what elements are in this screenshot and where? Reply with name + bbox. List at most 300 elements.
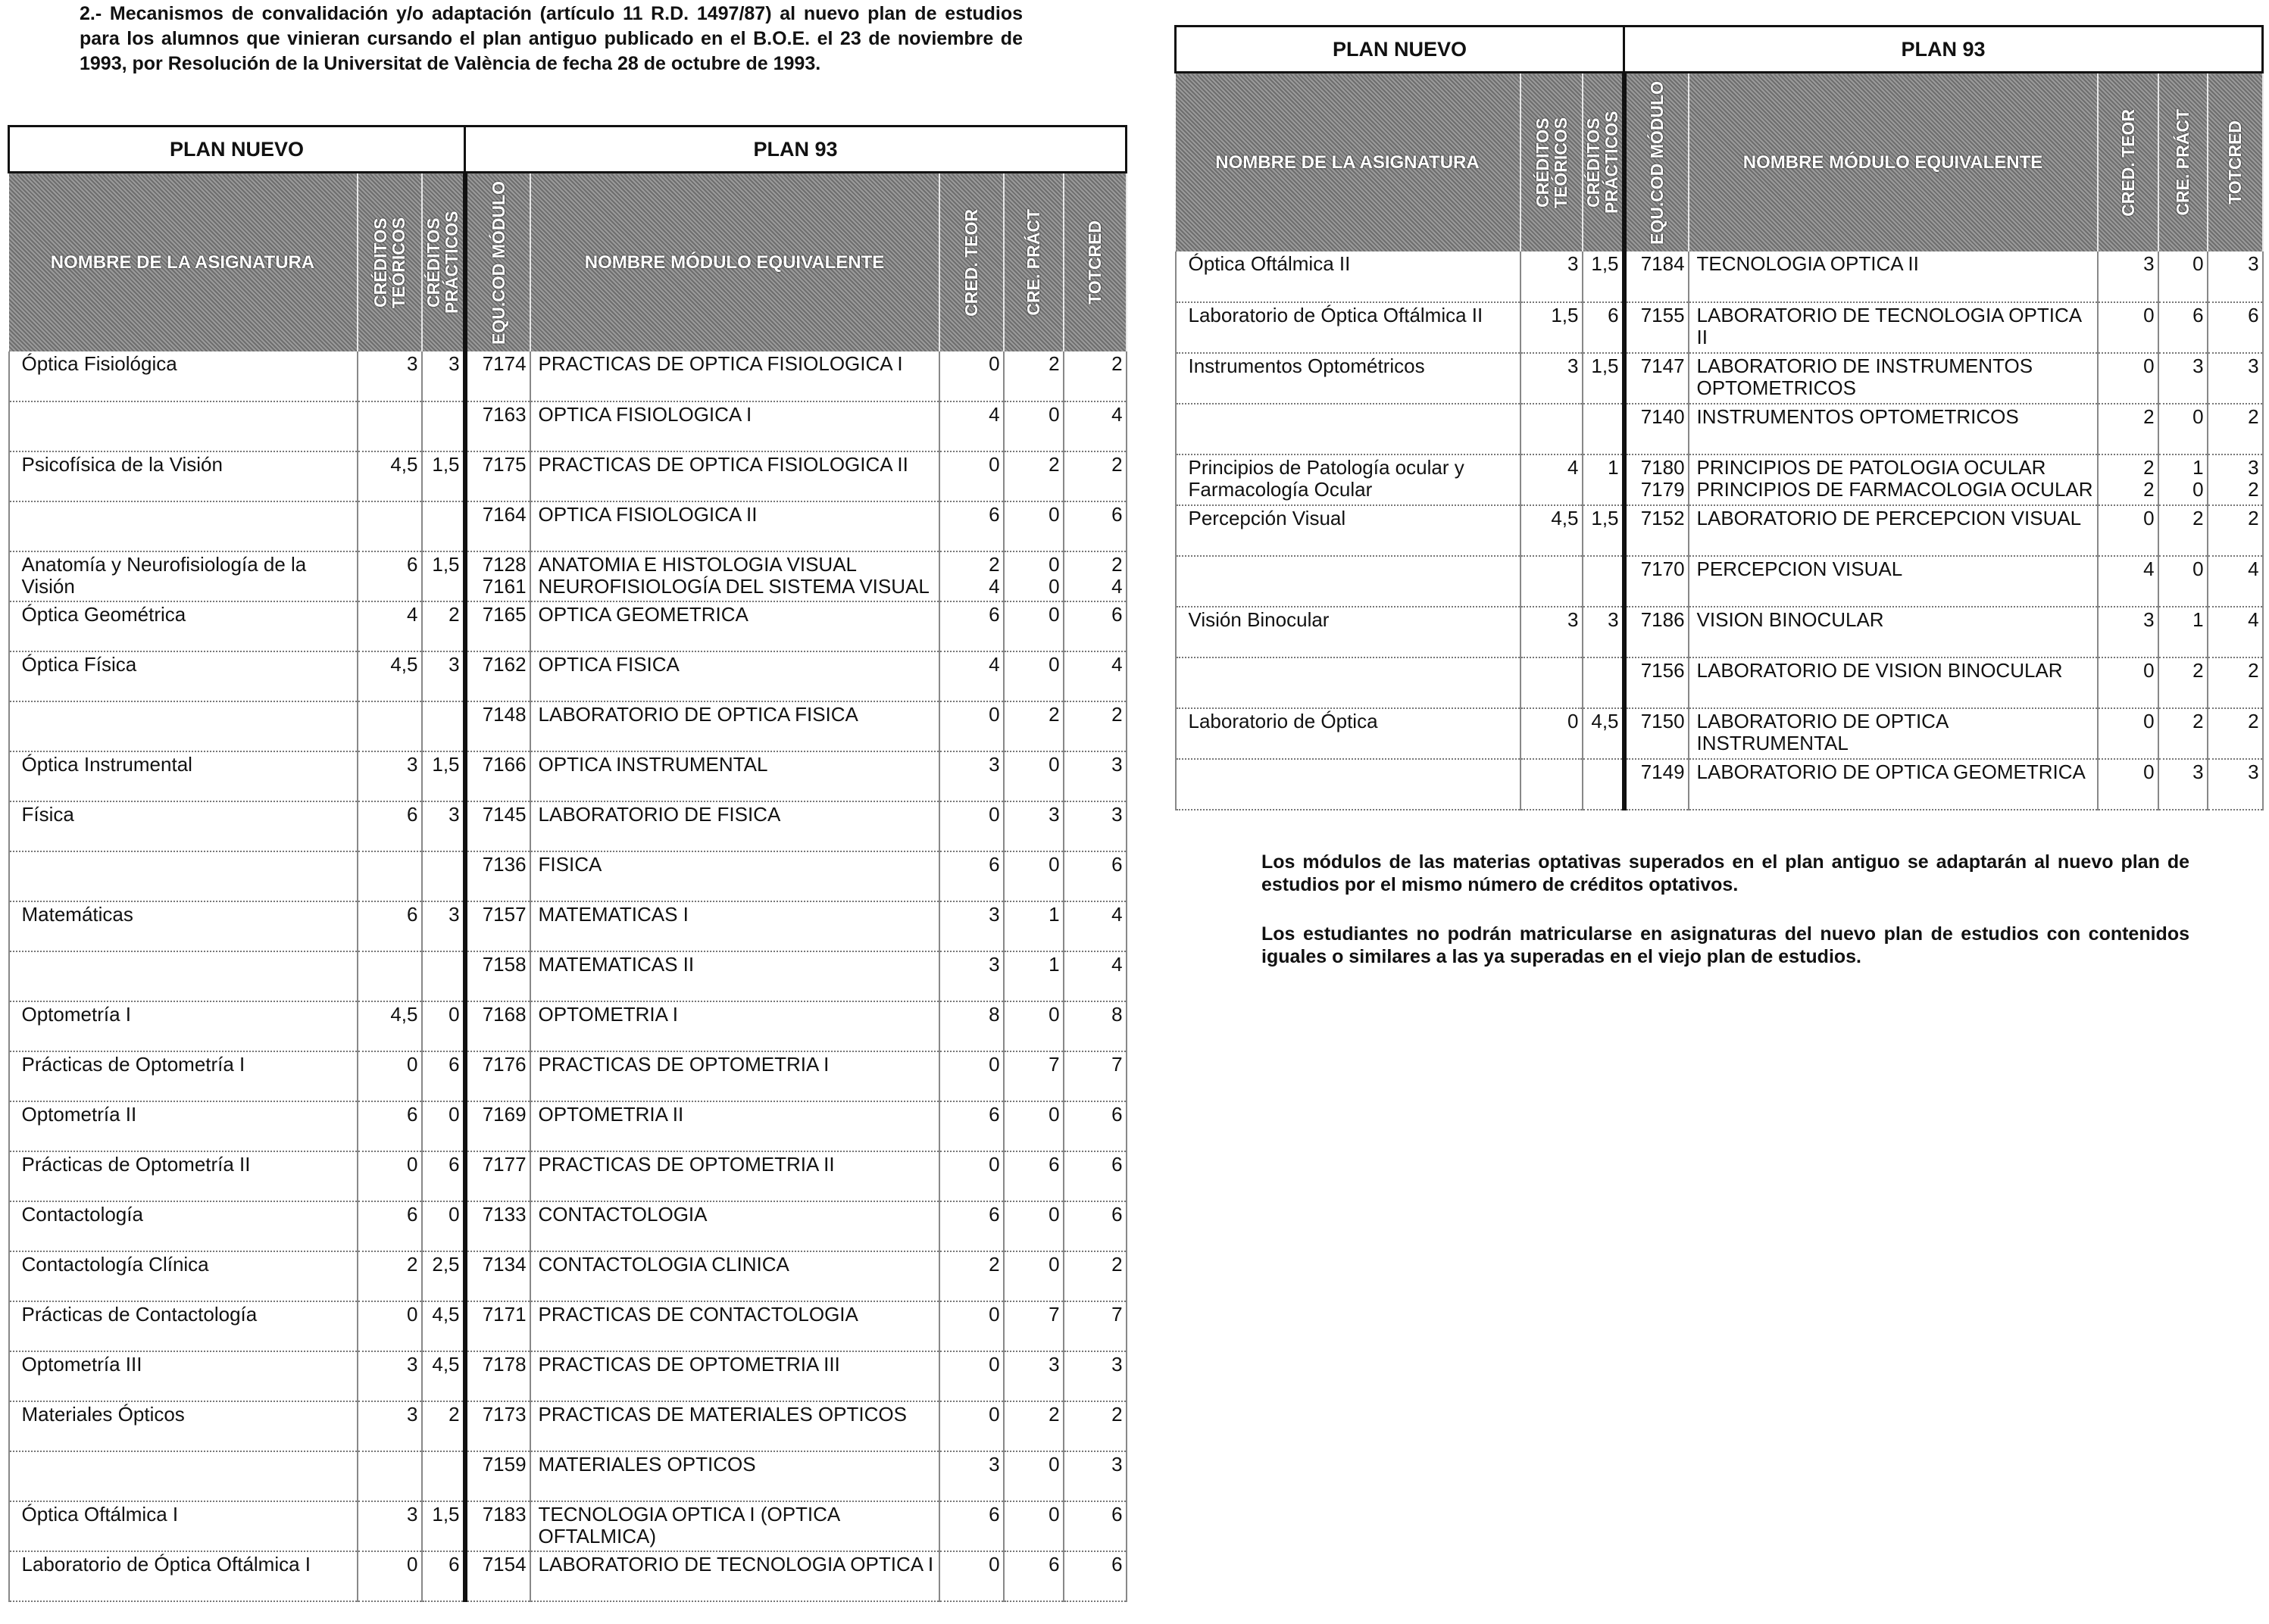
table-row	[9, 1301, 1127, 1351]
cell-totcred: 2	[2208, 404, 2263, 454]
cell-cred-teor: 0	[939, 351, 1004, 401]
cell-cre-pract: 6	[1004, 1151, 1064, 1201]
plan-93-header: PLAN 93	[465, 126, 1127, 173]
cell-cred-teor: 6	[939, 1201, 1004, 1251]
cell-module-name: PRACTICAS DE OPTICA FISIOLOGICA II	[530, 451, 939, 501]
cell-module-name: PRACTICAS DE OPTOMETRIA II	[530, 1151, 939, 1201]
plan-93-header: PLAN 93	[1624, 27, 2263, 73]
cell-creditos-teoricos: 0	[358, 1151, 422, 1201]
cell-cred-teor: 0	[2098, 759, 2158, 810]
cell-cre-pract: 2	[2158, 657, 2208, 708]
cell-cre-pract: 6	[1004, 1551, 1064, 1601]
cell-subject-name	[9, 501, 358, 551]
cell-module-code: 7175	[465, 451, 530, 501]
cell-cred-teor: 4	[2098, 556, 2158, 607]
cell-creditos-practicos	[422, 701, 465, 751]
cell-cred-teor: 0	[939, 1351, 1004, 1401]
cell-module-code: 7149	[1624, 759, 1689, 810]
cell-creditos-practicos: 0	[422, 1101, 465, 1151]
cell-module-name: MATERIALES OPTICOS	[530, 1451, 939, 1501]
cell-creditos-practicos	[422, 401, 465, 451]
cell-cred-teor: 6	[939, 851, 1004, 901]
cell-module-name: LABORATORIO DE INSTRUMENTOS OPTOMETRICOS	[1689, 353, 2098, 404]
cell-creditos-practicos	[422, 851, 465, 901]
cell-totcred: 6	[2208, 302, 2263, 353]
cell-cred-teor: 6	[939, 1501, 1004, 1551]
cell-cre-pract: 3	[2158, 353, 2208, 404]
cell-cred-teor: 0	[939, 1301, 1004, 1351]
cell-creditos-teoricos: 3	[1520, 353, 1583, 404]
cell-totcred: 6	[1064, 851, 1127, 901]
cell-totcred: 3	[2208, 251, 2263, 302]
cell-creditos-teoricos	[358, 1451, 422, 1501]
col-cre-pract: CRE. PRÁCT	[1004, 173, 1064, 352]
cell-totcred: 3	[1064, 801, 1127, 851]
cell-totcred: 3	[1064, 1351, 1127, 1401]
cell-module-name: TECNOLOGIA OPTICA I (OPTICA OFTALMICA)	[530, 1501, 939, 1551]
cell-cred-teor: 0	[939, 1151, 1004, 1201]
table-row	[9, 451, 1127, 501]
cell-cre-pract: 0	[2158, 404, 2208, 454]
cell-creditos-practicos	[422, 1451, 465, 1501]
table-row	[1176, 251, 2263, 302]
cell-module-code: 7158	[465, 951, 530, 1001]
cell-cre-pract: 1 0	[2158, 454, 2208, 505]
cell-subject-name: Prácticas de Optometría II	[9, 1151, 358, 1201]
cell-module-code: 7183	[465, 1501, 530, 1551]
table-row	[9, 551, 1127, 601]
cell-cred-teor: 3	[939, 1451, 1004, 1501]
table-row	[9, 651, 1127, 701]
col-nombre-modulo: NOMBRE MÓDULO EQUIVALENTE	[530, 173, 939, 352]
cell-totcred: 6	[1064, 1201, 1127, 1251]
cell-module-code: 7180 7179	[1624, 454, 1689, 505]
cell-module-code: 7166	[465, 751, 530, 801]
cell-totcred: 2	[1064, 701, 1127, 751]
table-row	[1176, 759, 2263, 810]
cell-cre-pract: 0	[1004, 1201, 1064, 1251]
table-row	[1176, 353, 2263, 404]
cell-module-name: LABORATORIO DE OPTICA FISICA	[530, 701, 939, 751]
cell-creditos-teoricos	[1520, 759, 1583, 810]
cell-module-code: 7152	[1624, 505, 1689, 556]
cell-creditos-teoricos: 0	[1520, 708, 1583, 759]
cell-cre-pract: 0	[1004, 1451, 1064, 1501]
cell-module-code: 7170	[1624, 556, 1689, 607]
table-row	[9, 701, 1127, 751]
cell-totcred: 6	[1064, 601, 1127, 651]
cell-creditos-teoricos	[358, 851, 422, 901]
cell-module-name: OPTOMETRIA II	[530, 1101, 939, 1151]
col-creditos-teoricos: CRÉDITOS TEÓRICOS	[1520, 73, 1583, 252]
cell-creditos-teoricos: 3	[1520, 251, 1583, 302]
cell-cre-pract: 3	[1004, 1351, 1064, 1401]
cell-module-name: LABORATORIO DE OPTICA INSTRUMENTAL	[1689, 708, 2098, 759]
cell-module-code: 7162	[465, 651, 530, 701]
cell-module-code: 7145	[465, 801, 530, 851]
cell-module-code: 7177	[465, 1151, 530, 1201]
col-cred-teor: CRED. TEOR	[939, 173, 1004, 352]
cell-subject-name: Óptica Geométrica	[9, 601, 358, 651]
cell-subject-name: Principios de Patología ocular y Farmacología Ocular	[1176, 454, 1520, 505]
cell-creditos-practicos: 1,5	[1583, 353, 1624, 404]
cell-cre-pract: 3	[1004, 801, 1064, 851]
right-equivalence-table	[1174, 25, 2264, 810]
cell-creditos-teoricos: 3	[1520, 607, 1583, 657]
cell-cre-pract: 0	[1004, 1101, 1064, 1151]
col-equ-cod-modulo: EQU.COD MÓDULO	[465, 173, 530, 352]
cell-subject-name: Óptica Oftálmica I	[9, 1501, 358, 1551]
table-row	[1176, 505, 2263, 556]
cell-subject-name: Instrumentos Optométricos	[1176, 353, 1520, 404]
cell-cre-pract: 2	[2158, 708, 2208, 759]
cell-cre-pract: 0	[1004, 401, 1064, 451]
cell-cred-teor: 3	[2098, 607, 2158, 657]
cell-creditos-teoricos	[358, 501, 422, 551]
cell-module-name: FISICA	[530, 851, 939, 901]
col-totcred: TOTCRED	[2208, 73, 2263, 252]
col-creditos-practicos: CRÉDITOS PRÁCTICOS	[422, 173, 465, 352]
cell-cre-pract: 2	[2158, 505, 2208, 556]
cell-creditos-practicos: 6	[422, 1551, 465, 1601]
cell-module-code: 7154	[465, 1551, 530, 1601]
cell-totcred: 6	[1064, 1501, 1127, 1551]
cell-module-name: PRINCIPIOS DE PATOLOGIA OCULAR PRINCIPIOS DE FARMACOLOGIA OCULAR	[1689, 454, 2098, 505]
cell-creditos-teoricos: 3	[358, 751, 422, 801]
cell-cred-teor: 6	[939, 601, 1004, 651]
cell-cred-teor: 0	[2098, 505, 2158, 556]
cell-creditos-practicos: 1,5	[422, 551, 465, 601]
cell-module-name: INSTRUMENTOS OPTOMETRICOS	[1689, 404, 2098, 454]
cell-totcred: 2	[1064, 451, 1127, 501]
table-row	[1176, 657, 2263, 708]
cell-subject-name: Optometría I	[9, 1001, 358, 1051]
cell-creditos-practicos: 0	[422, 1001, 465, 1051]
cell-cred-teor: 6	[939, 1101, 1004, 1151]
table-row	[9, 1151, 1127, 1201]
cell-module-name: LABORATORIO DE TECNOLOGIA OPTICA I	[530, 1551, 939, 1601]
cell-cred-teor: 3	[939, 751, 1004, 801]
cell-creditos-teoricos: 2	[358, 1251, 422, 1301]
cell-module-code: 7128 7161	[465, 551, 530, 601]
cell-cre-pract: 2	[1004, 451, 1064, 501]
cell-module-name: VISION BINOCULAR	[1689, 607, 2098, 657]
table-row	[9, 951, 1127, 1001]
cell-module-name: LABORATORIO DE OPTICA GEOMETRICA	[1689, 759, 2098, 810]
cell-creditos-practicos	[422, 501, 465, 551]
cell-cred-teor: 0	[939, 701, 1004, 751]
cell-totcred: 6	[1064, 501, 1127, 551]
cell-cred-teor: 0	[939, 1551, 1004, 1601]
cell-subject-name: Percepción Visual	[1176, 505, 1520, 556]
note-matricula: Los estudiantes no podrán matricularse en asignaturas del nuevo plan de estudios con contenidos iguales o similares a las ya superadas en el viejo plan de estudios.	[1261, 923, 2189, 967]
cell-subject-name: Óptica Fisiológica	[9, 351, 358, 401]
cell-module-code: 7176	[465, 1051, 530, 1101]
cell-creditos-practicos: 3	[1583, 607, 1624, 657]
cell-cre-pract: 0	[2158, 251, 2208, 302]
cell-totcred: 6	[1064, 1551, 1127, 1601]
table-row	[9, 401, 1127, 451]
cell-totcred: 6	[1064, 1151, 1127, 1201]
table-row	[1176, 556, 2263, 607]
cell-cred-teor: 0	[939, 1401, 1004, 1451]
cell-totcred: 4	[1064, 651, 1127, 701]
cell-cre-pract: 0	[1004, 601, 1064, 651]
cell-module-name: ANATOMIA E HISTOLOGIA VISUAL NEUROFISIOLOGÍA DEL SISTEMA VISUAL	[530, 551, 939, 601]
cell-totcred: 7	[1064, 1301, 1127, 1351]
cell-creditos-practicos	[1583, 759, 1624, 810]
cell-creditos-practicos: 1,5	[422, 751, 465, 801]
cell-creditos-teoricos: 4,5	[358, 1001, 422, 1051]
cell-creditos-practicos: 2,5	[422, 1251, 465, 1301]
cell-cred-teor: 6	[939, 501, 1004, 551]
cell-subject-name	[9, 401, 358, 451]
intro-paragraph: 2.- Mecanismos de convalidación y/o adaptación (artículo 11 R.D. 1497/87) al nuevo plan de estudios para los alumnos que vinieran cursando el plan antiguo publicado en el B.O.E. el 23 de noviembre de 1993, por Resolución de la Universitat de València de fecha 28 de octubre de 1993.	[80, 3, 1023, 74]
cell-module-name: LABORATORIO DE PERCEPCION VISUAL	[1689, 505, 2098, 556]
cell-totcred: 3 2	[2208, 454, 2263, 505]
cell-subject-name: Laboratorio de Óptica	[1176, 708, 1520, 759]
cell-cre-pract: 2	[1004, 351, 1064, 401]
cell-creditos-teoricos	[1520, 556, 1583, 607]
cell-creditos-teoricos	[358, 401, 422, 451]
cell-totcred: 4	[1064, 401, 1127, 451]
cell-module-name: OPTICA INSTRUMENTAL	[530, 751, 939, 801]
cell-creditos-practicos: 6	[422, 1151, 465, 1201]
cell-cre-pract: 0 0	[1004, 551, 1064, 601]
cell-cred-teor: 2 4	[939, 551, 1004, 601]
cell-cre-pract: 1	[1004, 901, 1064, 951]
table-row	[9, 1251, 1127, 1301]
cell-module-name: PERCEPCION VISUAL	[1689, 556, 2098, 607]
cell-cre-pract: 0	[2158, 556, 2208, 607]
cell-module-name: PRACTICAS DE OPTICA FISIOLOGICA I	[530, 351, 939, 401]
cell-totcred: 3	[2208, 353, 2263, 404]
cell-cred-teor: 3	[939, 951, 1004, 1001]
cell-cred-teor: 0	[2098, 353, 2158, 404]
plan-nuevo-header: PLAN NUEVO	[1176, 27, 1624, 73]
cell-totcred: 7	[1064, 1051, 1127, 1101]
cell-module-code: 7134	[465, 1251, 530, 1301]
cell-subject-name	[9, 701, 358, 751]
cell-module-code: 7155	[1624, 302, 1689, 353]
table-row	[9, 1101, 1127, 1151]
cell-module-name: OPTICA FISIOLOGICA II	[530, 501, 939, 551]
cell-creditos-teoricos: 4	[1520, 454, 1583, 505]
left-equivalence-table	[8, 125, 1127, 1602]
table-row	[9, 901, 1127, 951]
cell-cre-pract: 0	[1004, 1501, 1064, 1551]
cell-cre-pract: 1	[2158, 607, 2208, 657]
cell-creditos-practicos: 1,5	[422, 451, 465, 501]
table-row	[9, 501, 1127, 551]
cell-module-code: 7171	[465, 1301, 530, 1351]
cell-subject-name: Matemáticas	[9, 901, 358, 951]
table-row	[9, 751, 1127, 801]
cell-subject-name	[1176, 657, 1520, 708]
cell-creditos-teoricos: 3	[358, 1351, 422, 1401]
cell-subject-name: Optometría II	[9, 1101, 358, 1151]
col-creditos-practicos: CRÉDITOS PRÁCTICOS	[1583, 73, 1624, 252]
table-row	[1176, 708, 2263, 759]
note-optativas: Los módulos de las materias optativas superados en el plan antiguo se adaptarán al nuevo plan de estudios por el mismo número de créditos optativos.	[1261, 851, 2189, 895]
cell-module-name: LABORATORIO DE FISICA	[530, 801, 939, 851]
table-row	[9, 1051, 1127, 1101]
plan-nuevo-header: PLAN NUEVO	[9, 126, 465, 173]
cell-creditos-teoricos: 3	[358, 1501, 422, 1551]
cell-cred-teor: 4	[939, 651, 1004, 701]
cell-module-code: 7163	[465, 401, 530, 451]
cell-module-code: 7178	[465, 1351, 530, 1401]
cell-subject-name: Óptica Física	[9, 651, 358, 701]
cell-subject-name	[9, 951, 358, 1001]
col-nombre-asignatura: NOMBRE DE LA ASIGNATURA	[1176, 73, 1520, 252]
cell-module-code: 7169	[465, 1101, 530, 1151]
cell-cred-teor: 0	[939, 801, 1004, 851]
col-creditos-teoricos: CRÉDITOS TEÓRICOS	[358, 173, 422, 352]
cell-creditos-practicos: 4,5	[422, 1301, 465, 1351]
cell-creditos-practicos: 1,5	[422, 1501, 465, 1551]
table-row	[9, 1351, 1127, 1401]
table-row	[1176, 607, 2263, 657]
cell-cre-pract: 1	[1004, 951, 1064, 1001]
cell-subject-name	[1176, 759, 1520, 810]
cell-subject-name: Psicofísica de la Visión	[9, 451, 358, 501]
cell-creditos-practicos	[1583, 404, 1624, 454]
cell-creditos-teoricos	[358, 701, 422, 751]
cell-totcred: 2	[1064, 1401, 1127, 1451]
cell-module-code: 7164	[465, 501, 530, 551]
cell-creditos-practicos: 2	[422, 601, 465, 651]
cell-module-name: OPTICA GEOMETRICA	[530, 601, 939, 651]
cell-totcred: 8	[1064, 1001, 1127, 1051]
cell-subject-name: Laboratorio de Óptica Oftálmica I	[9, 1551, 358, 1601]
cell-cre-pract: 2	[1004, 701, 1064, 751]
cell-totcred: 3	[2208, 759, 2263, 810]
cell-subject-name	[9, 1451, 358, 1501]
cell-subject-name: Contactología Clínica	[9, 1251, 358, 1301]
cell-cre-pract: 7	[1004, 1051, 1064, 1101]
cell-creditos-practicos	[1583, 657, 1624, 708]
cell-subject-name: Materiales Ópticos	[9, 1401, 358, 1451]
cell-creditos-practicos: 3	[422, 801, 465, 851]
cell-module-code: 7150	[1624, 708, 1689, 759]
cell-totcred: 4	[1064, 901, 1127, 951]
table-row	[9, 851, 1127, 901]
cell-module-name: PRACTICAS DE CONTACTOLOGIA	[530, 1301, 939, 1351]
cell-creditos-teoricos	[358, 951, 422, 1001]
cell-cred-teor: 3	[939, 901, 1004, 951]
col-nombre-modulo: NOMBRE MÓDULO EQUIVALENTE	[1689, 73, 2098, 252]
cell-creditos-practicos: 6	[1583, 302, 1624, 353]
cell-creditos-practicos: 4,5	[1583, 708, 1624, 759]
cell-cre-pract: 0	[1004, 501, 1064, 551]
cell-creditos-practicos: 1,5	[1583, 505, 1624, 556]
cell-module-code: 7186	[1624, 607, 1689, 657]
cell-module-name: PRACTICAS DE MATERIALES OPTICOS	[530, 1401, 939, 1451]
cell-subject-name: Contactología	[9, 1201, 358, 1251]
cell-creditos-teoricos	[1520, 657, 1583, 708]
cell-cre-pract: 0	[1004, 1251, 1064, 1301]
cell-cre-pract: 3	[2158, 759, 2208, 810]
cell-cre-pract: 2	[1004, 1401, 1064, 1451]
table-row	[9, 1001, 1127, 1051]
cell-totcred: 2 4	[1064, 551, 1127, 601]
cell-creditos-teoricos: 0	[358, 1551, 422, 1601]
cell-module-code: 7148	[465, 701, 530, 751]
cell-cred-teor: 8	[939, 1001, 1004, 1051]
cell-creditos-teoricos: 1,5	[1520, 302, 1583, 353]
cell-cred-teor: 2	[2098, 404, 2158, 454]
cell-cred-teor: 4	[939, 401, 1004, 451]
cell-module-code: 7136	[465, 851, 530, 901]
cell-totcred: 2	[1064, 1251, 1127, 1301]
cell-module-code: 7174	[465, 351, 530, 401]
cell-subject-name	[9, 851, 358, 901]
cell-module-code: 7140	[1624, 404, 1689, 454]
cell-totcred: 2	[1064, 351, 1127, 401]
cell-module-code: 7168	[465, 1001, 530, 1051]
cell-totcred: 2	[2208, 657, 2263, 708]
cell-module-name: CONTACTOLOGIA	[530, 1201, 939, 1251]
cell-subject-name: Visión Binocular	[1176, 607, 1520, 657]
cell-module-name: OPTOMETRIA I	[530, 1001, 939, 1051]
cell-creditos-practicos: 4,5	[422, 1351, 465, 1401]
cell-module-name: MATEMATICAS I	[530, 901, 939, 951]
cell-module-code: 7133	[465, 1201, 530, 1251]
cell-subject-name: Optometría III	[9, 1351, 358, 1401]
cell-module-name: LABORATORIO DE TECNOLOGIA OPTICA II	[1689, 302, 2098, 353]
cell-creditos-practicos	[422, 951, 465, 1001]
cell-totcred: 4	[2208, 556, 2263, 607]
cell-module-code: 7147	[1624, 353, 1689, 404]
cell-cred-teor: 0	[2098, 708, 2158, 759]
cell-cred-teor: 0	[939, 451, 1004, 501]
table-row	[1176, 302, 2263, 353]
cell-cre-pract: 0	[1004, 1001, 1064, 1051]
cell-totcred: 6	[1064, 1101, 1127, 1151]
cell-subject-name: Anatomía y Neurofisiología de la Visión	[9, 551, 358, 601]
cell-module-name: LABORATORIO DE VISION BINOCULAR	[1689, 657, 2098, 708]
cell-cred-teor: 0	[2098, 657, 2158, 708]
cell-creditos-practicos: 0	[422, 1201, 465, 1251]
cell-creditos-practicos: 1	[1583, 454, 1624, 505]
col-totcred: TOTCRED	[1064, 173, 1127, 352]
cell-totcred: 2	[2208, 708, 2263, 759]
col-cred-teor: CRED. TEOR	[2098, 73, 2158, 252]
cell-creditos-teoricos: 4,5	[358, 651, 422, 701]
cell-creditos-practicos	[1583, 556, 1624, 607]
cell-creditos-teoricos: 4,5	[358, 451, 422, 501]
cell-creditos-practicos: 6	[422, 1051, 465, 1101]
cell-subject-name: Física	[9, 801, 358, 851]
cell-totcred: 3	[1064, 1451, 1127, 1501]
cell-creditos-practicos: 2	[422, 1401, 465, 1451]
col-cre-pract: CRE. PRÁCT	[2158, 73, 2208, 252]
cell-cre-pract: 0	[1004, 851, 1064, 901]
cell-creditos-teoricos: 4	[358, 601, 422, 651]
cell-subject-name: Prácticas de Contactología	[9, 1301, 358, 1351]
cell-module-code: 7165	[465, 601, 530, 651]
cell-module-name: MATEMATICAS II	[530, 951, 939, 1001]
cell-creditos-teoricos	[1520, 404, 1583, 454]
cell-creditos-teoricos: 6	[358, 1201, 422, 1251]
table-row	[9, 1551, 1127, 1601]
cell-cre-pract: 6	[2158, 302, 2208, 353]
cell-cred-teor: 0	[939, 1051, 1004, 1101]
cell-module-name: PRACTICAS DE OPTOMETRIA I	[530, 1051, 939, 1101]
cell-module-code: 7184	[1624, 251, 1689, 302]
cell-creditos-teoricos: 0	[358, 1301, 422, 1351]
